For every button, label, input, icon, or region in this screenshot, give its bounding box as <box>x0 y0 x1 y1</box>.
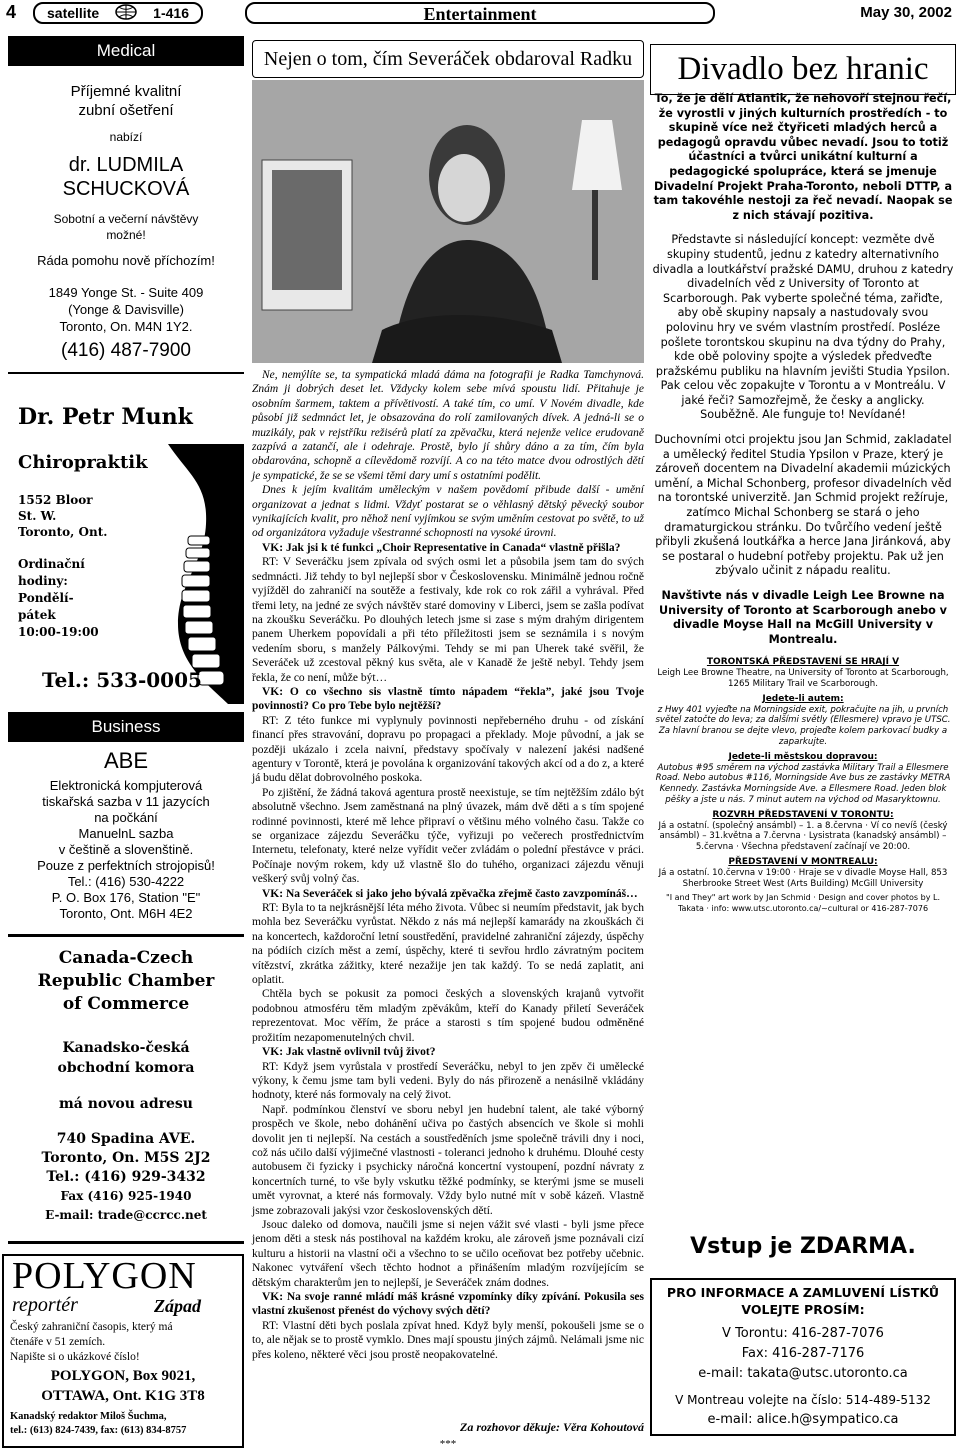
article-photo <box>252 80 644 363</box>
address-line: POLYGON, Box 9021, <box>50 1368 196 1384</box>
polygon-line: Napište si o ukázkové číslo! <box>10 1351 140 1363</box>
chamber-czech-line: obchodní komora <box>57 1060 195 1076</box>
polygon-contact <box>10 1410 240 1438</box>
contact-heading: PRO INFORMACE A ZAMLUVENÍ LÍSTKŮ <box>666 1285 940 1300</box>
issue-date: May 30, 2002 <box>860 4 952 21</box>
address-line: Tel.: (416) 929-3432 <box>46 1169 206 1185</box>
chamber-czech-name <box>8 1038 244 1078</box>
doctor-name <box>8 153 244 201</box>
interview-answer: Jsouc daleko od domova, naučili jsme si nejen vážit své vlasti - byli jsme přece jenom děti a stesk nás postihoval na každém kroku, ale zároveň jsme poznávali cizí kulturu a historii na vlastní oči a všechno to se učilo oceňovat bez potřeby učebnic. Nakonec vytváření všech těchto hodnot a přinášením mladým rozvíjejícím se dětským charakterům jen to nejlepší, je Severáček znám dodnes. <box>252 1218 644 1289</box>
venue-text: Leigh Lee Browne Theatre, na University of Toronto at Scarborough, 1265 Military Trail ve Scarborough. <box>657 668 949 689</box>
polygon-sub-right: Západ <box>154 1296 201 1316</box>
publication-name: satellite <box>47 5 100 21</box>
section-title: Entertainment <box>245 2 715 24</box>
business-line: ManuelnL sazba <box>78 826 174 841</box>
hours-line: hodiny: <box>18 574 68 588</box>
address-line: 1849 Yonge St. - Suite 409 <box>48 285 204 300</box>
address-line: E-mail: trade@ccrcc.net <box>45 1208 207 1222</box>
chamber-address <box>8 1130 244 1225</box>
theatre-intro: To, že je dělí Atlantik, že nehovoří stejnou řečí, že vyrostli v jiných kulturních prostředích - to skupině více než čtyřiceti mladých herců a pedagogů opravdu vůbec nevadí. Jsou to totiž účastníci a tvůrci unikátní kulturní a pedagogické spolupráce, která se jmenuje Divadelní Projekt Praha-Toronto, neboli DTTP, a tam takovéhle nestoji za řeč nevadí. Naopak se z nich stávají pozitiva. <box>653 92 953 222</box>
address-line: OTTAWA, Ont. K1G 3T8 <box>41 1388 205 1404</box>
interview-answer: RT: Když jsem vyrůstala v prostředí Severáčku, nebyl to jen zpěv či umělecké výkony, k čemu jsme tam byli vedeni. Byly do nás přirozeně a nenásilně vkládány hodnoty, které nás formovaly na celý život. <box>252 1060 644 1102</box>
chiro-hours <box>18 556 99 641</box>
address-line: (Yonge & Davisville) <box>68 302 184 317</box>
business-name: ABE <box>103 748 149 773</box>
polygon-sub-left: reportér <box>12 1294 78 1316</box>
business-line: na počkání <box>94 810 158 825</box>
publication-badge <box>33 2 203 24</box>
article-paragraph: Dnes k jejím kvalitám uměleckým v našem povědomí přibude další - umění organizovat a jednat s lidmi. Vždyť postarat se o věhlasný dětský pěvecký soubor vynikajících kvalit, pro něhož není vyjímkou se svým uměním cestovat po světě, to už od organizátora vyžaduje všestranné schopnosti na vysoké úrovni. <box>252 484 644 540</box>
venue-heading: ROZVRH PŘEDSTAVENÍ V TORONTU: <box>712 809 894 820</box>
polygon-phone: tel.: (613) 824-7439, fax: (613) 834-8757 <box>10 1425 187 1436</box>
venue-text: Já a ostatní. (společný ansámbl) – 1. a 8.června · Ví co nevíš (český ansámbl) – 31.května a 7.června · Lysistrata (kanadský ansámbl) – 5.června · Všechna představení začínají ve 20:00. <box>658 820 948 853</box>
theatre-paragraph: Představte si následující koncept: vezměte dvě skupiny studentů, jednu z katedry alternativního divadla a loutkářství pražské DAMU, druhou z katedry divadelních věd z University of Toronto at Scarborough. Pak vyberte společné téma, zařiďte, aby obě skupiny napsaly a nastudovaly svou polovinu hry ve svém vlastním prostředí. Posléze pošlete torontskou skupinu na dva týdny do Prahy, kde obě poloviny spojte a výsledek předveďte pražskému publiku na hlavním jevišti Studia Ypsilon. Pak celou věc zopakujte v Torontu a v Montreálu. V jaké řeči? Samozřejmě, že česky a anglicky. Souběžně. Ale funguje to! Nevídané! <box>652 233 954 422</box>
hours-line: Sobotní a večerní návštěvy <box>53 212 199 226</box>
photo-caption: Ne, nemýlíte se, ta sympatická mladá dáma na fotografii je Radka Tamchynová. Znám ji dobrých deset let. Vždycky kolem sebe mívá spoustu lidí. Přitahuje je osobním šarmem, taktem a přívětivostí. A také tím, co umí. V Novém divadle, kde působí již sedmnáct let, je obsazována do rolí zamilovaných dívek. A jedná-li se o muzikály, pak v rejstříku režisérů platí za zpěvačku, která nejenže velice erudovaně zazpívá a zatančí, ale i odehraje. Prostě, bylo jí shůry dáno a za tím, čím byla obdarována, schopně a cílevědomě rozvíjí. A co na této matce dvou odrostlých dětí je sympatické, že se se všemi těmi dary umí s ostatními podělit. <box>252 369 644 482</box>
article-end-mark: *** <box>439 1438 457 1450</box>
issue-number: 1-416 <box>153 5 189 21</box>
address-line: 1552 Bloor <box>18 493 93 507</box>
globe-icon <box>113 4 139 23</box>
interview-question: VK: O co všechno sis vlastně tímto nápadem “řekla”, jaké jsou Tvoje povinnosti? Co pro Tebe bylo nejtěžší? <box>252 685 644 713</box>
business-line: Tel.: (416) 530-4222 <box>67 874 185 889</box>
interview-question: VK: Na svoje ranné mládí máš krásné vzpomínky díky zpívání. Pokusila ses vlastní zkušenost přenést do výchovy svých dětí? <box>252 1291 644 1318</box>
hours-line: možné! <box>106 228 146 242</box>
chamber-czech-line: Kanadsko-česká <box>62 1040 190 1056</box>
article-signoff: Za rozhovor děkuje: Věra Kohoutová <box>459 1420 644 1434</box>
toronto-phone: V Torontu: 416-287-7076 <box>722 1326 884 1341</box>
free-entry: Vstup je ZDARMA. <box>690 1234 916 1259</box>
chiro-ad <box>8 372 244 704</box>
medical-line: Příjemné kvalitní <box>70 83 182 100</box>
venue-heading: Jedete-li autem: <box>762 693 844 704</box>
polygon-line: čtenáře v 51 zemích. <box>10 1336 106 1348</box>
address-line: Toronto, On. M4N 1Y2. <box>59 319 193 334</box>
business-line: v češtině a slovenštině. <box>58 842 194 857</box>
theatre-contact-box <box>650 1278 956 1436</box>
medical-offers: nabízí <box>109 130 143 144</box>
business-line: Pouze z perfektních strojopisů! <box>37 858 215 873</box>
theatre-title: Divadlo bez hranic <box>650 44 956 95</box>
venue-text: Já a ostatní. 10.června v 19:00 · Hraje se v divadle Moyse Hall, 853 Sherbrooke Street West (Arts Building) McGill University <box>658 867 948 889</box>
hours-line: 10:00-19:00 <box>18 625 99 639</box>
chamber-name-line: Republic Chamber <box>37 971 215 991</box>
polygon-text <box>10 1320 238 1365</box>
interview-question: VK: Jak vlastně ovlivnil tvůj život? <box>262 1046 436 1059</box>
theatre-venues <box>652 657 954 915</box>
interview-answer: Po zjištění, že žádná taková agentura prostě neexistuje, se tím nejtěžším zdálo být absolutně všechno. Jsem zaměstnaná na plný úvazek, mám dvě děti a s tím spojené rodinné povinnosti, které mě lehce připraví o většinu mého volného času. Takže co se organizace zájezdu Severáčku týče, vyřizuji po večerech prostřednictvím Internetu, telefonaty, které nelze vyřídit večer zvládám o polední přestávce v práci. Počínaje novým rokem, kdy už vlastně šlo do tuhého, organizaci zájezdu věnuji veškerý svůj volný čas. <box>252 786 644 886</box>
polygon-address <box>4 1366 242 1406</box>
montreal-email: e-mail: alice.h@sympatico.ca <box>707 1412 899 1427</box>
chamber-name-line: of Commerce <box>62 994 190 1014</box>
chamber-name-line: Canada-Czech <box>58 948 194 968</box>
interview-question: VK: Na Severáček si jako jeho bývalá zpěvačka zřejmě často zavzpomínáš… <box>262 887 638 900</box>
venue-heading: Jedete-li městskou dopravou: <box>728 751 878 762</box>
polygon-logo: POLYGON <box>12 1255 197 1297</box>
medical-welcome: Ráda pomohu nově příchozím! <box>37 253 215 268</box>
article-body <box>252 368 644 1362</box>
address-line: 740 Spadina AVE. <box>56 1131 196 1147</box>
business-line: Elektronická kompjuterová <box>49 778 203 793</box>
business-ad <box>8 748 244 922</box>
interview-question: VK: Jak jsi k té funkci „Choir Representative in Canada“ vlastně přišla? <box>262 541 621 554</box>
venue-text: Autobus #95 směrem na východ zastávka Military Trail a Ellesmere Road. Nebo autobus #116, Morningside Ave bus ze zastávky METRA Kennedy. Zastávka Morningside Ave. a Ellesmere Road. Jeden blok pěšky a jste u nás. 7 minut autem na východ od Masaryktownu. <box>655 762 951 805</box>
medical-phone: (416) 487-7900 <box>61 340 191 361</box>
interview-answer: Chtěla bych se pokusit za pomoci českých a slovenských krajanů vytvořit podobnou atmosféru těm mladým zpěvákům, kteří do Kanady přiletí Severáček reprezentovat. Moc věřím, že práce a starosti s tím spojené budou odměněné prožitím nezapomenutelných chvil. <box>252 988 644 1044</box>
hours-line: Pondělí- <box>18 591 74 605</box>
contact-heading: VOLEJTE PROSÍM: <box>741 1302 865 1317</box>
doctor-name-line: dr. LUDMILA <box>68 154 184 176</box>
chiro-address <box>18 492 107 540</box>
chamber-ad <box>8 934 244 1244</box>
address-line: Toronto, Ont. <box>18 525 108 539</box>
theatre-paragraph: Duchovními otci projektu jsou Jan Schmid, zakladatel a umělecký ředitel Studia Ypsilon v Praze, který je zároveň docentem na Divadelní akademii múzických umění, a Michal Schonberg, profesor divadelních věd na torontské univerzitě. Jan Schmid projekt režíruje, zatímco Michal Schonberg se stará o jeho dramaturgickou stránku. Do tvůrčího vedení ještě přibyli zkušená loutkářka a herce Jana Jiránková, aby se postaral o hudební potřeby projektu. Pak už jen zbývalo učinit z nápadu realitu. <box>654 433 952 578</box>
business-line: Toronto, Ont. M6H 4E2 <box>59 906 193 921</box>
interview-answer: RT: Z této funkce mi vyplynuly povinnosti nepřeberného druhu - od získání financí přes stravování, dopravu po propagaci a překlady. Moje původní, a jak se později ukázalo i zcela naivní, představy spočívaly v nalezení jakési nadšené agentury v Torontě, která je povolána k organizování takových akcí od a do z, a které já budu dělat dobrovolného poskoka. <box>252 714 644 785</box>
medical-heading: Medical <box>8 36 244 66</box>
interview-answer: Např. podmínkou členství ve sboru nebyl jen hudební talent, ale také výborný prospěch ve škole, nebo dohánění učiva po častých absencích ve škole si mohli dovolit jen ti nejlepší. Na cestách a soustředěních jsme společně trávili dny i noci, což nás učilo další výjimečné vlastnosti - toleranci jednoho k druhému. Dlouhé cesty autobusem či fyzicky i psychicky náročná koncertní vystoupení, pozdní návraty z koncertních turné, to vše byly vskutku těžké podmínky, se kterými jsme se museli umět vyrovnat, a které nás formovaly. Vždy bylo nutné mít v sobě kázeň. Vlastně jsme zobrazovali jakýsi vzor československých dětí. <box>252 1103 644 1217</box>
toronto-email: e-mail: takata@utsc.utoronto.ca <box>698 1366 908 1381</box>
polygon-line: Český zahraniční časopis, který má <box>10 1321 173 1333</box>
address-line: St. W. <box>18 509 57 523</box>
chamber-notice: má novou adresu <box>58 1096 193 1112</box>
montreal-phone: V Montreau volejte na číslo: 514-489-5132 <box>675 1393 931 1407</box>
business-line: P. O. Box 176, Station "E" <box>51 890 201 905</box>
address-line: Toronto, On. M5S 2J2 <box>41 1150 211 1166</box>
chiro-phone: Tel.: 533-0005 <box>42 668 202 692</box>
theatre-body <box>652 92 954 915</box>
address-line: Fax (416) 925-1940 <box>60 1189 192 1203</box>
business-line: tiskařská sazba v 11 jazycích <box>42 794 210 809</box>
theatre-paragraph: Navštivte nás v divadle Leigh Lee Browne na University of Toronto at Scarborough anebo v divadle Moyse Hall na McGill University v Montrealu. <box>659 589 947 646</box>
medical-hours <box>8 211 244 243</box>
doctor-name-line: SCHUCKOVÁ <box>62 178 190 200</box>
chiro-name: Dr. Petr Munk <box>18 404 193 430</box>
fax-number: Fax: 416-287-7176 <box>741 1346 865 1361</box>
medical-ad <box>8 82 244 360</box>
polygon-ad <box>2 1254 244 1448</box>
medical-address <box>8 284 244 335</box>
interview-answer: RT: Byla to ta nejkrásnější léta mého života. Vůbec si neumím představit, jak bych mohla bez Severáčku vyrůstat. Někdo z nás má nejlepší kamarády na zkouškách či na koncertech, každoroční letní soustředění, pravidelné zahraniční zájezdy, úspěchy na pódiích cizích měst a zemí, úspěchy, které ti sevřou hrdlo závratným pocitem vítězství, zkrátka zážitky, které nezažije jen tak každý. To se nedá zaplatit, ani oplatit. <box>252 902 644 987</box>
hours-line: pátek <box>18 608 56 622</box>
business-heading: Business <box>8 712 244 742</box>
theatre-credits: "I and They" art work by Jan Schmid · Design and cover photos by L. Takata · info: www.utsc.utoronto.ca/~cultural or 416-287-7076 <box>666 893 940 914</box>
hours-line: Ordinační <box>18 557 85 571</box>
polygon-editor: Kanadský redaktor Miloš Šuchma, <box>10 1411 167 1422</box>
medical-line: zubní ošetření <box>78 102 174 119</box>
venue-text: z Hwy 401 vyjeďte na Morningside exit, pokračujte na jih, u prvních světel zatočte do leva; za dalšími světly (Ellesmere) vpravo je UTSC. Za hlavní branou se dejte vlevo, projeďte kolem parkovací budky a zaparkujte. <box>655 704 951 747</box>
chiro-title: Chiropraktik <box>18 452 148 473</box>
interview-answer: RT: V Severáčku jsem zpívala od svých osmi let a působila jsem tam do svých sedmnácti. Již tehdy to byl nejlepší sbor v Československu. Minimálně jednou ročně vyjížděl do zahraničí na soutěže a festivaly, kde rok co rok zářil a vyhrával. Před třemi lety, na jedné ze svých návštěv staré domoviny v Liberci, jsem se zašla podívat na zkoušku Severáčku. Po dlouhých letech jsme si zase s mým drahým dirigentem panem Uherkem popovídali a při této příležitosti jsem se seznámila i s novým vedením sboru, s manžely Pálkovými. Tehdy se mi pan Uherek také svěřil, že Severáček už zcestoval pěkný kus světa, ale v Kanadě že ještě nebyl. Tehdy jsem řekla, že co není, může být… <box>252 556 644 684</box>
page-number: 4 <box>6 2 17 22</box>
chamber-name <box>8 947 244 1016</box>
venue-heading: TORONTSKÁ PŘEDSTAVENÍ SE HRAJÍ V <box>706 657 900 668</box>
venue-heading: PŘEDSTAVENÍ V MONTREALU: <box>728 856 878 867</box>
interview-answer: RT: Vlastní děti bych poslala zpívat hned. Když byly menší, pokoušeli jsme se o to, ale nějak se to prostě vymklo. Dnes mají spoustu jiných zájmů. Nelámali jsme nic přes koleno, některé věci jsou prostě neopakovatelné. <box>252 1319 644 1361</box>
article-title: Nejen o tom, čím Severáček obdaroval Radku <box>252 40 644 78</box>
